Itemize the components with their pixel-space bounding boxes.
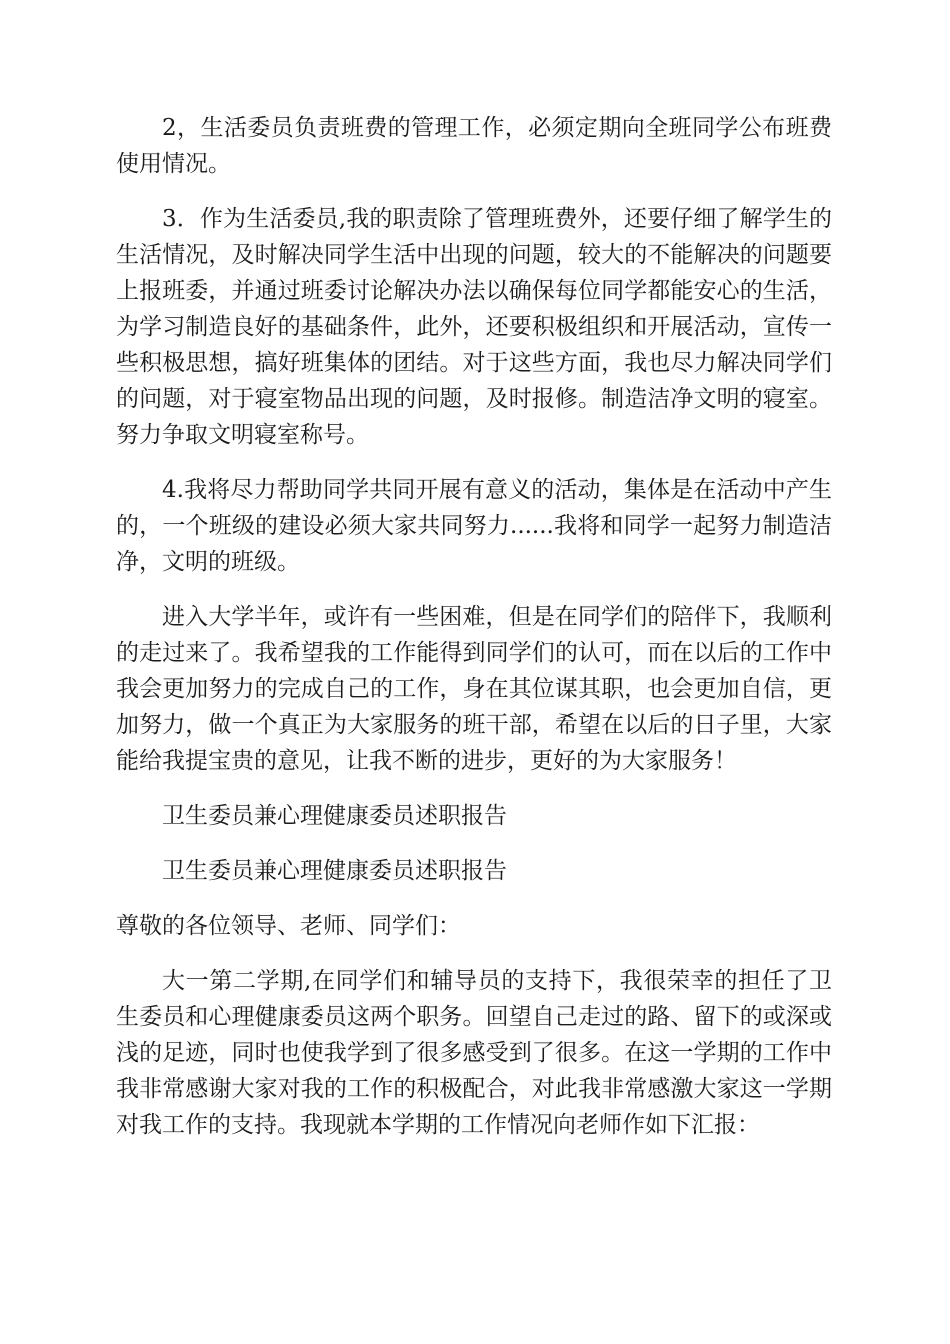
- report-intro-paragraph: 大一第二学期,在同学们和辅导员的支持下，我很荣幸的担任了卫生委员和心理健康委员这两个职务。回望自己走过的路、留下的或深或浅的足迹，同时也使我学到了很多感受到了很多。在这一学期的工作中我非常感谢大家对我的工作的积极配合，对此我非常感激大家这一学期对我工作的支持。我现就本学期的工作情况向老师作如下汇报：: [116, 968, 832, 1138]
- report-heading: 卫生委员兼心理健康委员述职报告: [162, 803, 507, 829]
- paragraph-item-3: 3．作为生活委员,我的职责除了管理班费外，还要仔细了解学生的生活情况，及时解决同学生活中出现的问题，较大的不能解决的问题要上报班委，并通过班委讨论解决办法以确保每位同学都能安心的生活，为学习制造良好的基础条件，此外，还要积极组织和开展活动，宣传一些积极思想，搞好班集体的团结。对于这些方面，我也尽力解决同学们的问题，对于寝室物品出现的问题，及时报修。制造洁净文明的寝室。努力争取文明寝室称号。: [116, 206, 832, 448]
- paragraph-conclusion: 进入大学半年，或许有一些困难，但是在同学们的陪伴下，我顺利的走过来了。我希望我的工作能得到同学们的认可，而在以后的工作中我会更加努力的完成自己的工作，身在其位谋其职，也会更加自信，更加努力，做一个真正为大家服务的班干部，希望在以后的日子里，大家能给我提宝贵的意见，让我不断的进步，更好的为大家服务！: [116, 604, 832, 774]
- paragraph-item-4: 4.我将尽力帮助同学共同开展有意义的活动，集体是在活动中产生的，一个班级的建设必须大家共同努力......我将和同学一起努力制造洁净，文明的班级。: [116, 477, 832, 575]
- salutation: 尊敬的各位领导、老师、同学们：: [116, 913, 461, 939]
- paragraph-item-2: 2，生活委员负责班费的管理工作，必须定期向全班同学公布班费使用情况。: [116, 115, 832, 177]
- report-title: 卫生委员兼心理健康委员述职报告: [162, 858, 507, 884]
- document-body: [116, 110, 832, 1162]
